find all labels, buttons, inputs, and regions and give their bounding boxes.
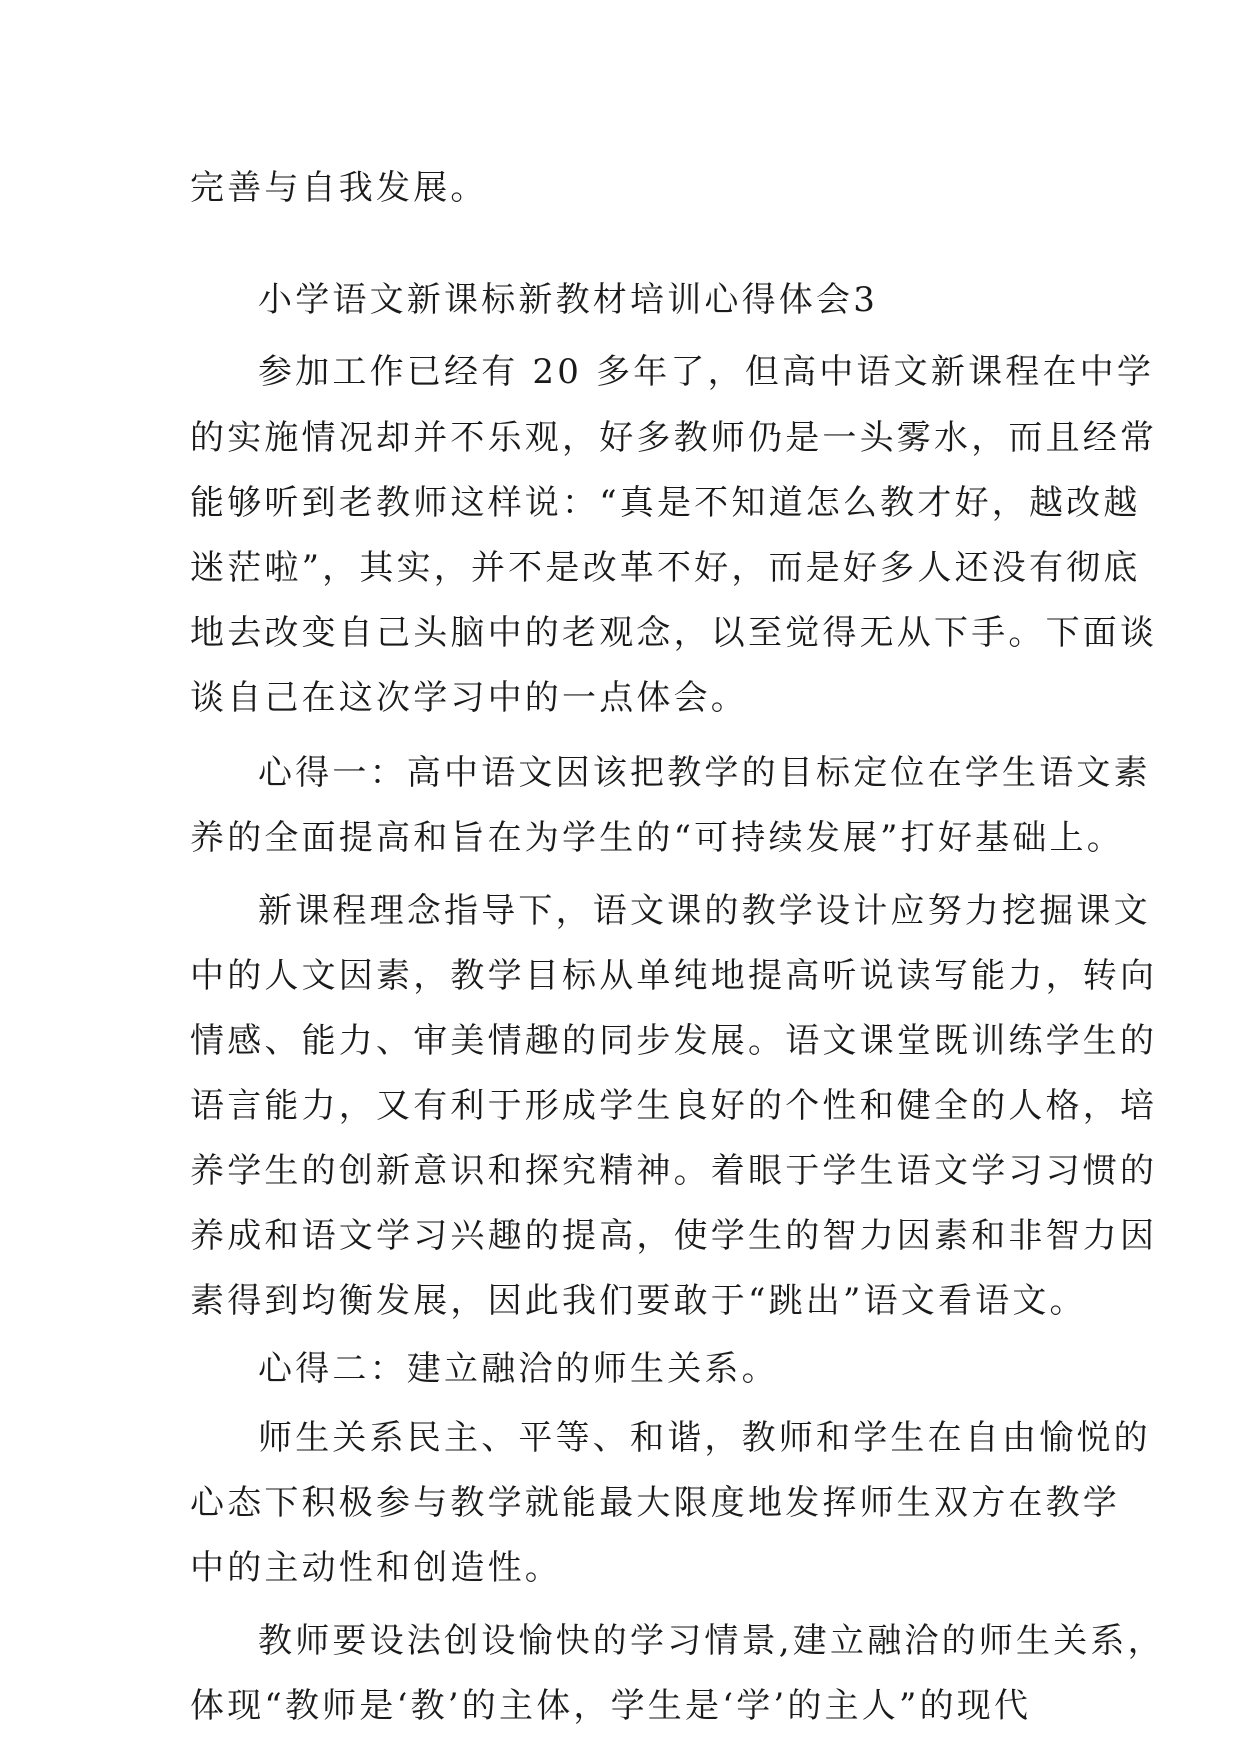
text-line: 养学生的创新意识和探究精神。着眼于学生语文学习习惯的 [190, 1151, 1158, 1191]
text-line: 中的主动性和创造性。 [190, 1548, 562, 1588]
text-line: 参加工作已经有 20 多年了，但高中语文新课程在中学 [258, 352, 1155, 392]
text-line: 素得到均衡发展，因此我们要敢于“跳出”语文看语文。 [190, 1281, 1087, 1321]
text-line: 师生关系民主、平等、和谐，教师和学生在自由愉悦的 [258, 1418, 1151, 1458]
text-line: 心得一：高中语文因该把教学的目标定位在学生语文素 [258, 753, 1151, 793]
text-line: 语言能力，又有利于形成学生良好的个性和健全的人格，培 [190, 1086, 1158, 1126]
text-line: 能够听到老教师这样说：“真是不知道怎么教才好，越改越 [190, 483, 1141, 523]
text-line: 完善与自我发展。 [190, 168, 488, 208]
text-line: 地去改变自己头脑中的老观念，以至觉得无从下手。下面谈 [190, 613, 1158, 653]
text-line: 情感、能力、审美情趣的同步发展。语文课堂既训练学生的 [190, 1021, 1158, 1061]
text-line: 体现“教师是‘教’的主体，学生是‘学’的主人”的现代 [190, 1686, 1032, 1726]
text-line: 心得二：建立融洽的师生关系。 [258, 1349, 779, 1389]
text-line: 中的人文因素，教学目标从单纯地提高听说读写能力，转向 [190, 956, 1158, 996]
text-line: 养成和语文学习兴趣的提高，使学生的智力因素和非智力因 [190, 1216, 1158, 1256]
text-line: 谈自己在这次学习中的一点体会。 [190, 678, 748, 718]
text-line: 迷茫啦”，其实，并不是改革不好，而是好多人还没有彻底 [190, 548, 1141, 588]
text-line: 的实施情况却并不乐观，好多教师仍是一头雾水，而且经常 [190, 418, 1158, 458]
text-line: 心态下积极参与教学就能最大限度地发挥师生双方在教学 [190, 1483, 1120, 1523]
section-heading: 小学语文新课标新教材培训心得体会3 [258, 280, 879, 320]
text-line: 养的全面提高和旨在为学生的“可持续发展”打好基础上。 [190, 818, 1124, 858]
text-line: 新课程理念指导下，语文课的教学设计应努力挖掘课文 [258, 891, 1151, 931]
text-line: 教师要设法创设愉快的学习情景,建立融洽的师生关系， [258, 1621, 1165, 1661]
